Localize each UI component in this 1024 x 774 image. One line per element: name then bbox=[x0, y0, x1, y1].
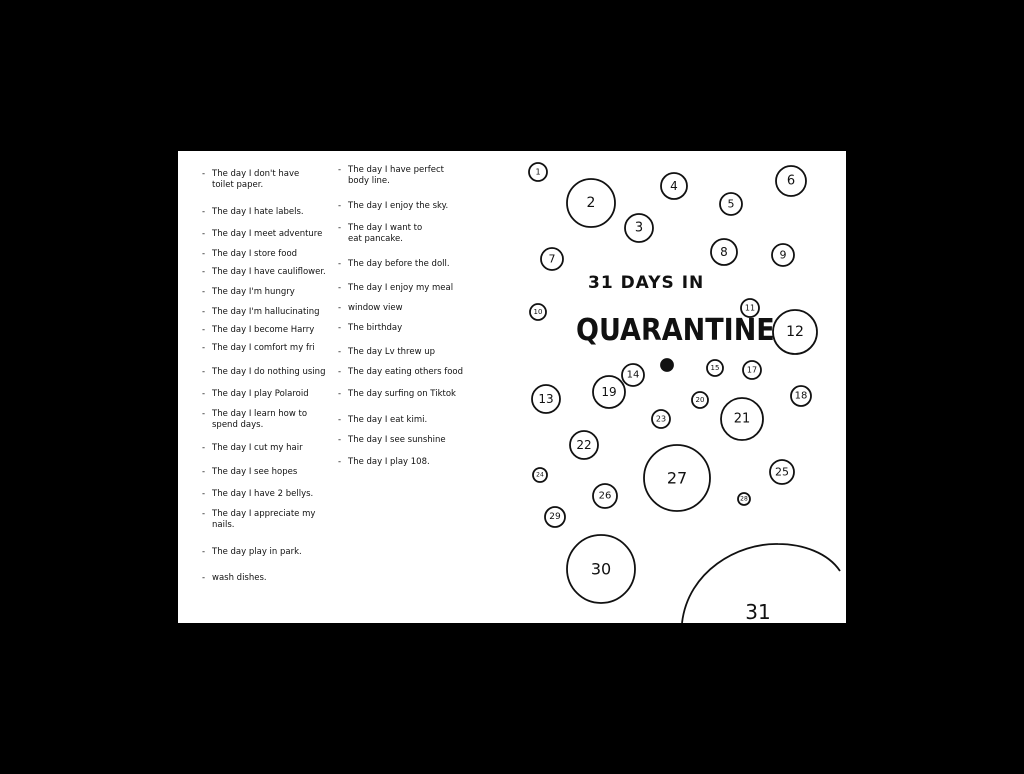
entry-text: window view bbox=[348, 303, 403, 313]
day-circle bbox=[770, 460, 794, 484]
day-circle bbox=[720, 193, 742, 215]
entry-dash: - bbox=[338, 323, 342, 333]
entry-dash: - bbox=[338, 415, 342, 425]
entry-continuation: body line. bbox=[348, 176, 390, 186]
day-number: 18 bbox=[794, 390, 808, 402]
entry-dash: - bbox=[202, 229, 206, 239]
day-circle bbox=[530, 304, 546, 320]
day-number: 31 bbox=[745, 600, 771, 623]
day-number: 29 bbox=[549, 512, 561, 522]
day-circle bbox=[567, 535, 635, 603]
day-number: 12 bbox=[786, 324, 804, 340]
entry-dash: - bbox=[202, 249, 206, 259]
entry-text: The day Lv threw up bbox=[348, 347, 436, 357]
entry-continuation: nails. bbox=[212, 520, 235, 530]
day-circle-large bbox=[682, 544, 840, 623]
day-circles bbox=[178, 151, 846, 623]
day-number: 11 bbox=[744, 303, 756, 313]
entry-text: The day I have 2 bellys. bbox=[212, 489, 314, 499]
day-number: 23 bbox=[655, 414, 667, 424]
title-line-1: 31 DAYS IN bbox=[588, 273, 705, 293]
day-circle bbox=[532, 385, 560, 413]
entry-text: The day I hate labels. bbox=[212, 207, 304, 217]
entry-text: The birthday bbox=[348, 323, 403, 333]
entry-text: The day I eat kimi. bbox=[348, 415, 428, 425]
day-circle bbox=[533, 468, 547, 482]
entry-dash: - bbox=[202, 573, 206, 583]
entry-dash: - bbox=[338, 283, 342, 293]
day-number: 7 bbox=[548, 252, 556, 266]
entry-text: The day I do nothing using bbox=[212, 367, 326, 377]
entry-continuation: toilet paper. bbox=[212, 180, 264, 190]
entry-dash: - bbox=[202, 343, 206, 353]
entry-dash: - bbox=[202, 207, 206, 217]
day-number: 17 bbox=[746, 365, 758, 375]
day-circle bbox=[773, 310, 817, 354]
entry-dash: - bbox=[202, 169, 206, 179]
entry-continuation: spend days. bbox=[212, 420, 264, 430]
day-number: 13 bbox=[538, 392, 554, 406]
day-number: 3 bbox=[634, 220, 644, 236]
day-number: 28 bbox=[740, 495, 748, 503]
day-circle bbox=[652, 410, 670, 428]
entry-text: The day I learn how to bbox=[212, 409, 308, 419]
entry-text: The day I want to bbox=[348, 223, 423, 233]
day-circle bbox=[622, 364, 644, 386]
day-circle bbox=[738, 493, 750, 505]
day-circle bbox=[707, 360, 723, 376]
day-circle bbox=[570, 431, 598, 459]
day-number: 1 bbox=[535, 167, 541, 177]
day-number: 30 bbox=[590, 559, 612, 579]
day-circle bbox=[593, 484, 617, 508]
entry-dash: - bbox=[202, 489, 206, 499]
entry-dash: - bbox=[202, 509, 206, 519]
day-circle bbox=[772, 244, 794, 266]
day-number: 15 bbox=[710, 364, 720, 372]
entry-dash: - bbox=[202, 467, 206, 477]
day-number: 19 bbox=[601, 385, 617, 399]
day-circle bbox=[644, 445, 710, 511]
day-number: 4 bbox=[670, 179, 678, 193]
day-number: 24 bbox=[536, 471, 544, 479]
entry-dash: - bbox=[338, 457, 342, 467]
entry-dash: - bbox=[338, 367, 342, 377]
entry-text: The day play in park. bbox=[212, 547, 302, 557]
day-circle bbox=[567, 179, 615, 227]
entry-dash: - bbox=[202, 409, 206, 419]
entry-dash: - bbox=[338, 389, 342, 399]
day-circle bbox=[593, 376, 625, 408]
day-number: 22 bbox=[576, 438, 592, 452]
day-circle bbox=[711, 239, 737, 265]
day-number: 6 bbox=[786, 173, 796, 189]
entry-dash: - bbox=[338, 259, 342, 269]
day-number: 26 bbox=[598, 490, 612, 502]
day-number: 27 bbox=[666, 468, 688, 488]
entry-text: The day I'm hallucinating bbox=[212, 307, 320, 317]
entry-continuation: eat pancake. bbox=[348, 234, 403, 244]
entry-text: The day I cut my hair bbox=[212, 443, 303, 453]
entry-text: The day I meet adventure bbox=[212, 229, 323, 239]
day-circle bbox=[791, 386, 811, 406]
entry-text: The day I have cauliflower. bbox=[212, 267, 326, 277]
day-circle bbox=[545, 507, 565, 527]
entry-dash: - bbox=[338, 201, 342, 211]
entry-text: The day I appreciate my bbox=[212, 509, 316, 519]
day-number: 20 bbox=[695, 396, 705, 404]
entry-dash: - bbox=[338, 223, 342, 233]
day-circle bbox=[541, 248, 563, 270]
notebook-spread bbox=[178, 151, 846, 623]
day-number: 14 bbox=[626, 369, 640, 381]
entry-dash: - bbox=[202, 287, 206, 297]
day-number: 21 bbox=[733, 411, 751, 427]
entry-text: The day I don't have bbox=[212, 169, 300, 179]
entry-text: The day I become Harry bbox=[212, 325, 315, 335]
day-circle bbox=[721, 398, 763, 440]
day-circle bbox=[776, 166, 806, 196]
day-circle bbox=[743, 361, 761, 379]
entry-text: The day I store food bbox=[212, 249, 298, 259]
day-circle bbox=[661, 173, 687, 199]
entry-text: The day I comfort my fri bbox=[212, 343, 315, 353]
entry-text: The day I have perfect bbox=[348, 165, 444, 175]
entry-dash: - bbox=[202, 443, 206, 453]
day-number: 9 bbox=[779, 248, 787, 262]
entry-dash: - bbox=[338, 347, 342, 357]
entry-dash: - bbox=[338, 303, 342, 313]
day-circle bbox=[661, 359, 673, 371]
entry-text: The day eating others food bbox=[348, 367, 464, 377]
day-number: 8 bbox=[720, 245, 728, 259]
day-number: 10 bbox=[533, 308, 543, 316]
entry-text: The day surfing on Tiktok bbox=[348, 389, 456, 399]
entry-dash: - bbox=[338, 435, 342, 445]
day-number: 5 bbox=[727, 197, 735, 211]
entry-dash: - bbox=[202, 389, 206, 399]
day-circle bbox=[625, 214, 653, 242]
entry-text: The day I see sunshine bbox=[348, 435, 446, 445]
day-circle bbox=[529, 163, 547, 181]
entry-dash: - bbox=[338, 165, 342, 175]
entry-text: The day I enjoy the sky. bbox=[348, 201, 449, 211]
entry-text: The day I play Polaroid bbox=[212, 389, 309, 399]
title-line-2: QUARANTINE bbox=[576, 313, 775, 348]
entry-dash: - bbox=[202, 307, 206, 317]
entry-text: The day before the doll. bbox=[348, 259, 450, 269]
day-number: 25 bbox=[775, 465, 789, 479]
entry-dash: - bbox=[202, 367, 206, 377]
entry-text: wash dishes. bbox=[212, 573, 267, 583]
entry-dash: - bbox=[202, 547, 206, 557]
day-circle bbox=[692, 392, 708, 408]
entry-text: The day I'm hungry bbox=[212, 287, 295, 297]
day-number: 2 bbox=[586, 195, 596, 211]
entry-text: The day I enjoy my meal bbox=[348, 283, 454, 293]
entry-dash: - bbox=[202, 325, 206, 335]
entry-dash: - bbox=[202, 267, 206, 277]
entry-text: The day I see hopes bbox=[212, 467, 298, 477]
entry-text: The day I play 108. bbox=[348, 457, 430, 467]
